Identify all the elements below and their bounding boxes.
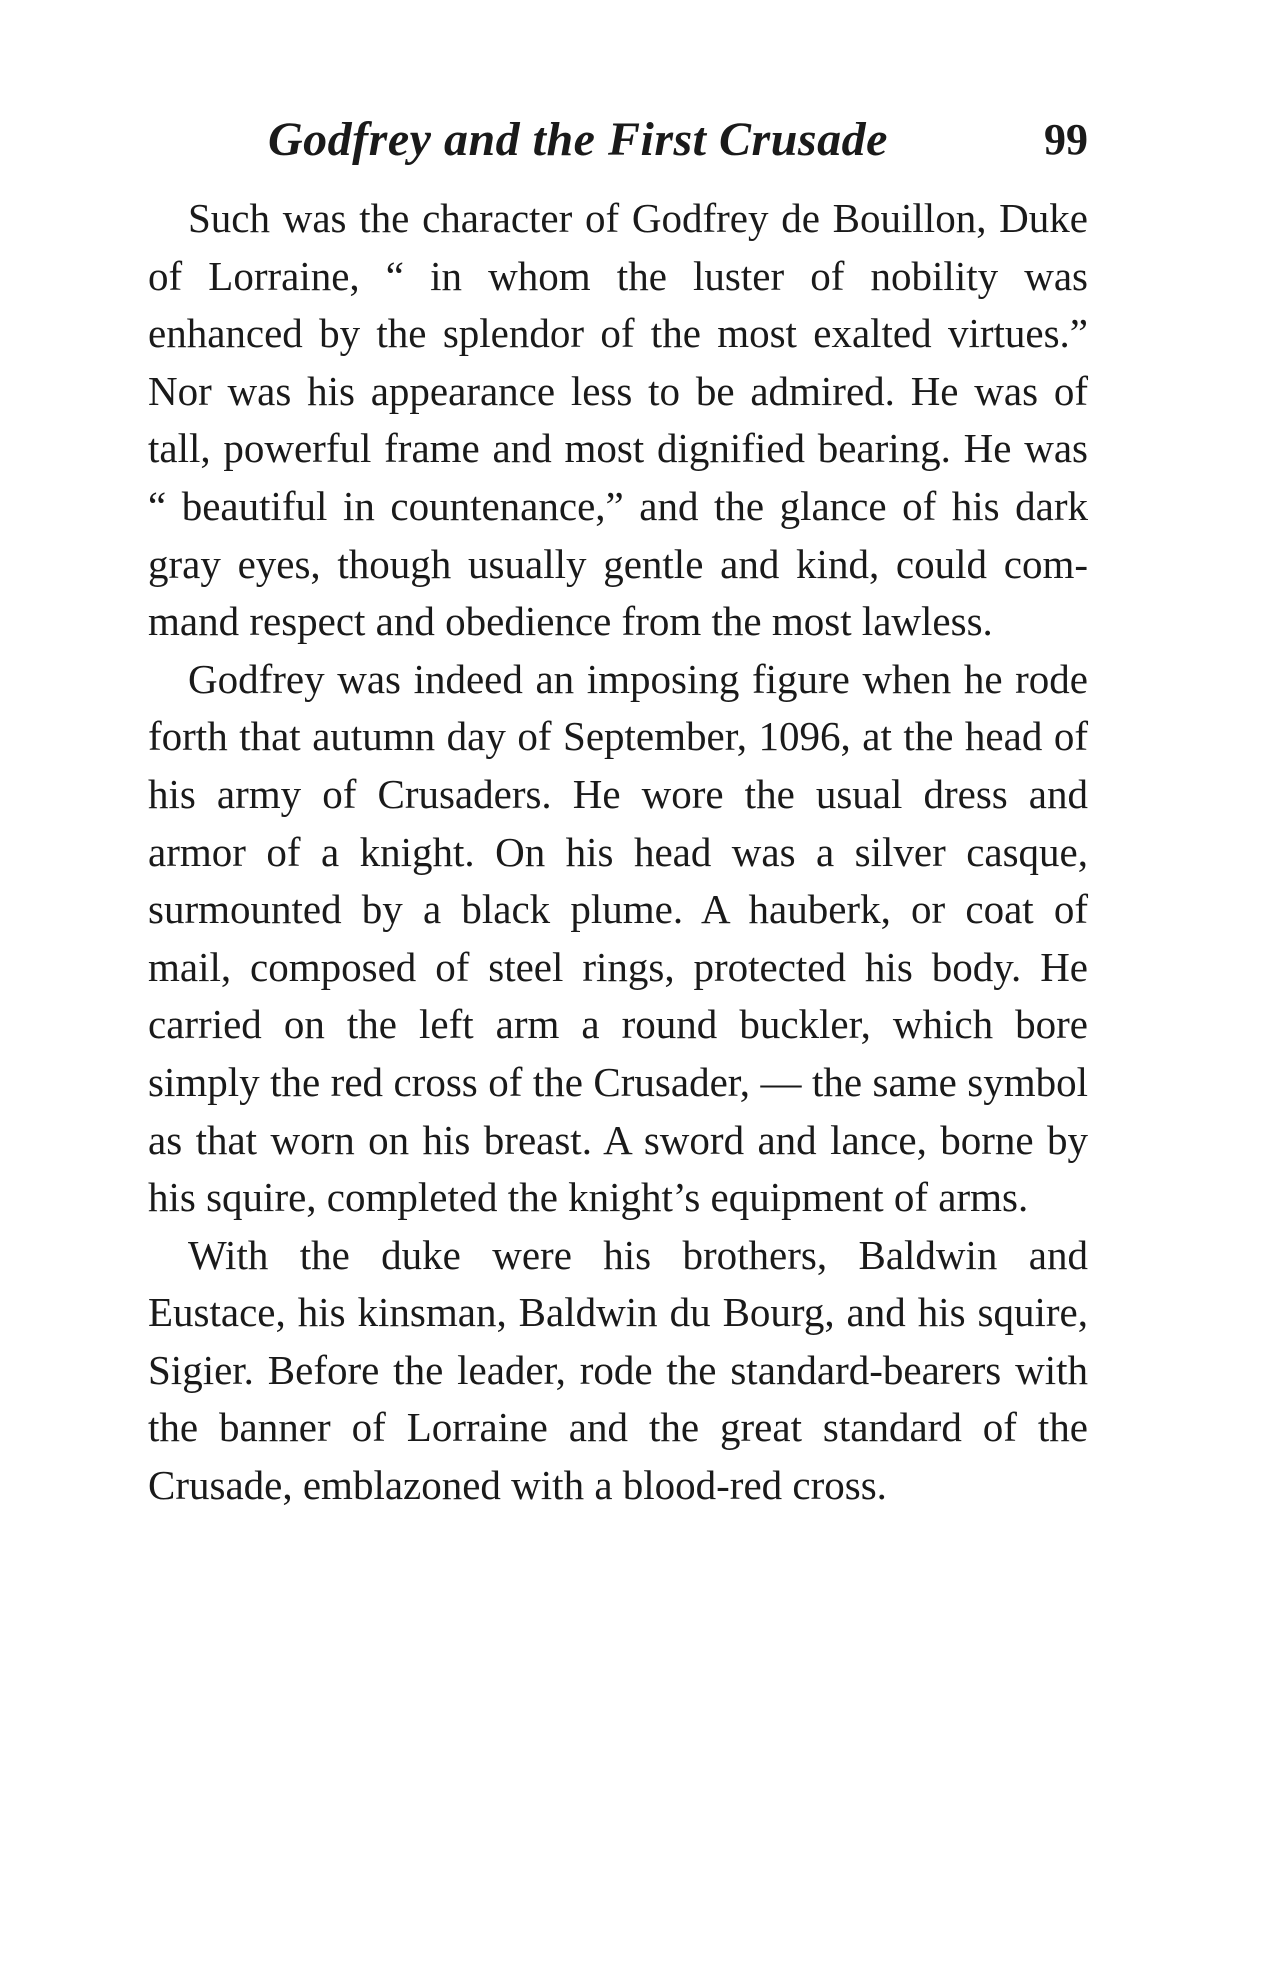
page-number: 99	[1044, 115, 1088, 164]
paragraph-companions: With the duke were his brothers, Baldwin and Eustace, his kinsman, Baldwin du Bourg, and his squire, Sigier. Before the leader, rode the standard-bearers with the banner of Lorraine and the great standard of the Crusade, emblazoned with a blood-red cross.	[148, 1231, 1088, 1509]
body-text	[148, 190, 1088, 1515]
running-head	[148, 108, 1088, 172]
running-title: Godfrey and the First Crusade	[268, 113, 888, 166]
paragraph-appearance: Godfrey was indeed an imposing figure when he rode forth that autumn day of September, 1096, at the head of his army of Crusaders. He wore the usual dress and armor of a knight. On his head was a silver casque, surmounted by a black plume. A hauberk, or coat of mail, composed of steel rings, protected his body. He carried on the left arm a round buckler, which bore simply the red cross of the Crusader, — the same symbol as that worn on his breast. A sword and lance, borne by his squire, completed the knight’s equipment of arms.	[148, 655, 1088, 1221]
paragraph-character: Such was the character of Godfrey de Bouillon, Duke of Lorraine, “ in whom the luster of nobility was enhanced by the splendor of the most exalted virtues.” Nor was his appearance less to be admired. He was of tall, powerful frame and most dignified bearing. He was “ beautiful in countenance,” and the glance of his dark gray eyes, though usually gentle and kind, could command respect and obedience from the most lawless.	[148, 195, 1088, 645]
